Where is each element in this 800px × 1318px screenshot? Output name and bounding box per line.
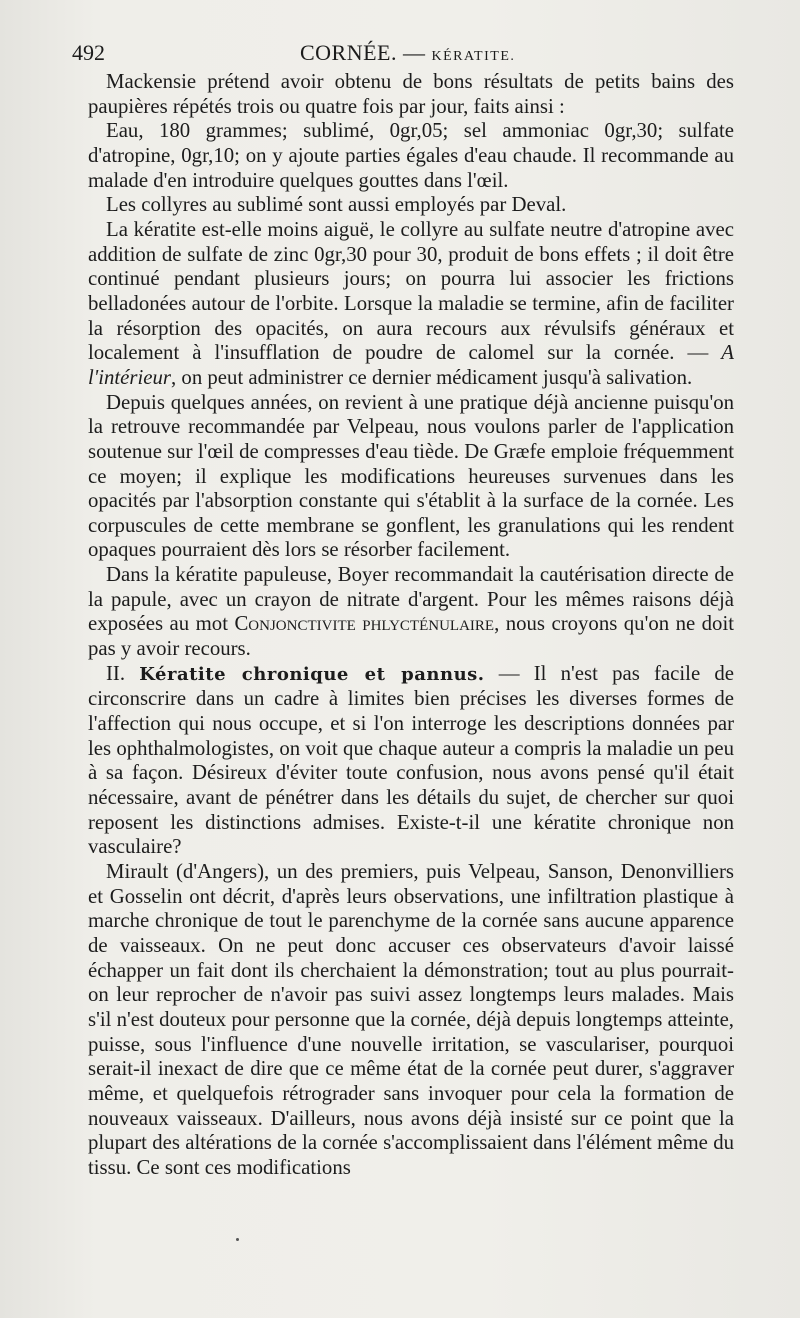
paragraph-8: Mirault (d'Angers), un des premiers, puis Velpeau, Sanson, Denonvilliers et Gosselin ont décrit, d'après leurs observations, une infiltration plastique à marche chronique de tout le parenchyme de la cornée sans aucune apparence de vaisseaux. On ne peut donc accuser ces observateurs d'avoir laissé échapper un fait dont ils cherchaient la démonstration; tout au plus pourrait-on leur reprocher de n'avoir pas suivi assez longtemps leurs malades. Mais s'il n'est douteux pour personne que la cornée, déjà depuis longtemps atteinte, puisse, sous l'influence d'une nouvelle irritation, se vasculariser, pourquoi serait-il inexact de dire que ce même état de la cornée peut durer, s'aggraver même, et quelquefois rétrograder sans invoquer pour cela la formation de nouveaux vaisseaux. D'ailleurs, nous avons déjà insisté sur ce point que la plupart des altérations de la cornée s'accomplissaient dans l'élément même du tissu. Ce sont ces modifications [88,860,734,1179]
page-number: 492 [72,40,105,65]
section-numeral: II. [106,661,126,685]
paragraph-5: Depuis quelques années, on revient à une pratique déjà ancienne puisqu'on la retrouve recommandée par Velpeau, nous voulons parler de l'application soutenue sur l'œil de compresses d'eau tiède. De Græfe emploie fréquemment ce moyen; il explique les modifications heureuses survenues dans les opacités par l'absorption constante qui s'établit à la surface de la cornée. Les corpuscules de cette membrane se gonflent, les granulations qui les rendent opaques pourraient dès lors se résorber facilement. [88,390,734,562]
title-dash: — [403,40,426,65]
cross-reference-smallcaps: Conjonctivite phlycténulaire [234,612,495,636]
title-sub: KÉRATITE. [431,49,516,64]
paragraph-4-text-a: La kératite est-elle moins aiguë, le collyre au sulfate neutre d'atropine avec addition de sulfate de zinc 0gr,30 pour 30, produit de bons effets ; il doit être continué pendant plusieurs jours; on pourra lui associer les frictions belladonées autour de l'orbite. Lorsque la maladie se termine, afin de faciliter la résorption des opacités, on aura recours aux révulsifs généraux et localement à l'insufflation de poudre de calomel sur la cornée. — [88,217,734,365]
title-main: CORNÉE. [300,40,397,65]
ink-speck [236,1238,239,1241]
paragraph-4 [88,218,734,391]
paragraph-3: Les collyres au sublimé sont aussi employés par Deval. [106,193,567,217]
body-text [88,70,734,1181]
paragraph-7-section [88,662,734,860]
paragraph-1: Mackensie prétend avoir obtenu de bons résultats de petits bains des paupières répétés trois ou quatre fois par jour, faits ainsi : [88,70,734,118]
paragraph-7-text: — Il n'est pas facile de circonscrire dans un cadre à limites bien précises les diverses formes de l'affection qui nous occupe, et si l'on interroge les descriptions données par les ophthalmologistes, on voit que chaque auteur a compris la maladie un peu à sa façon. Désireux d'éviter toute confusion, nous avons pensé qu'il était nécessaire, avant de pénétrer dans les détails du sujet, de chercher sur quoi reposent les distinctions admises. Existe-t-il une kératite chronique non vasculaire? [88,661,734,859]
paragraph-4-italic: A l'intérieur [88,341,734,389]
paragraph-2: Eau, 180 grammes; sublimé, 0gr,05; sel ammoniac 0gr,30; sulfate d'atropine, 0gr,10; on y ajoute parties égales d'eau chaude. Il recommande au malade d'en introduire quelques gouttes dans l'œil. [88,119,734,192]
running-title [300,40,515,66]
section-heading: Kératite chronique et pannus. [139,663,485,685]
paragraph-6 [88,563,734,662]
paragraph-6-text-a: Dans la kératite papuleuse, Boyer recommandait la cautérisation directe de la papule, avec un crayon de nitrate d'argent. Pour les mêmes raisons déjà exposées au mot [88,563,734,636]
running-header [72,40,732,70]
paragraph-4-text-b: , on peut administrer ce dernier médicament jusqu'à salivation. [171,365,693,389]
paragraph-6-text-b: , nous croyons qu'on ne doit pas y avoir recours. [88,612,735,661]
